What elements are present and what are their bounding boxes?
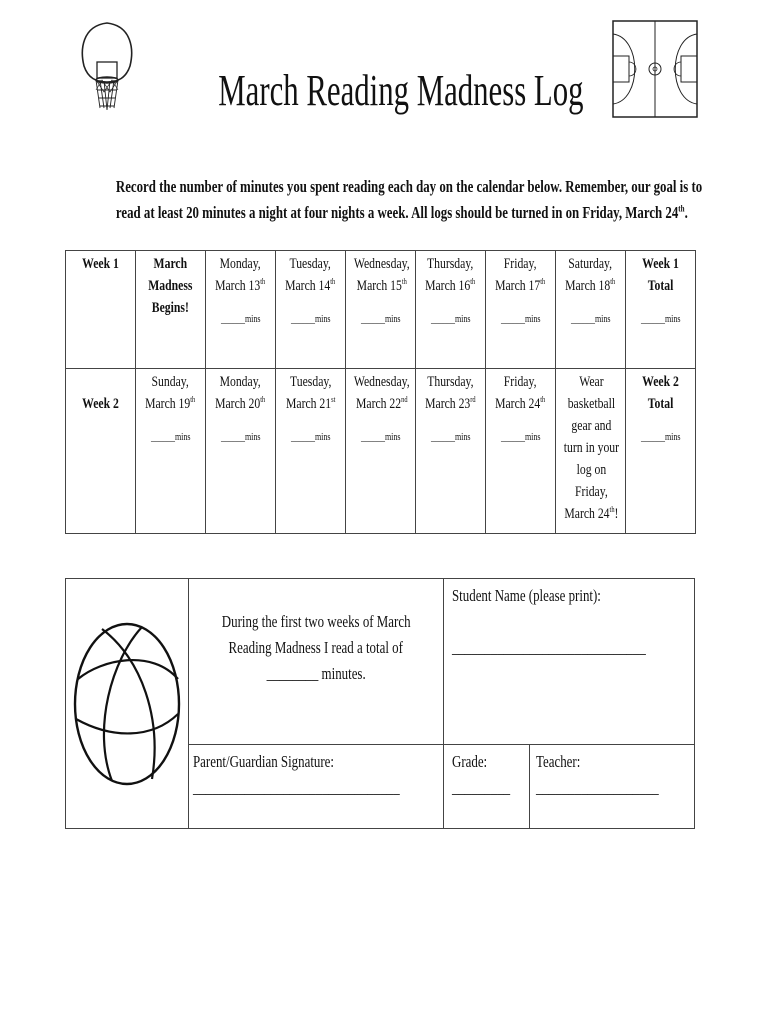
basketball-cell <box>66 579 189 829</box>
minutes-blank[interactable]: ______mins <box>220 432 261 443</box>
minutes-blank[interactable]: ______mins <box>150 432 191 443</box>
minutes-blank[interactable]: ______mins <box>500 432 541 443</box>
week-1-row <box>66 251 696 369</box>
page-title: March Reading Madness Log <box>218 66 584 115</box>
minutes-blank[interactable]: ______mins <box>360 314 401 325</box>
day-cell[interactable]: Thursday, March 23rd ______mins <box>416 369 486 534</box>
student-name-field[interactable]: Student Name (please print): ______________________________ <box>444 579 695 745</box>
day-cell[interactable]: Thursday, March 16th ______mins <box>416 251 486 369</box>
teacher-field[interactable]: Teacher: ___________________ <box>530 745 695 829</box>
minutes-blank[interactable]: ______mins <box>220 314 261 325</box>
parent-signature-field[interactable]: Parent/Guardian Signature: ________________________________ <box>189 745 444 829</box>
grade-field[interactable]: Grade: _________ <box>444 745 530 829</box>
day-cell[interactable]: Wednesday, March 15th ______mins <box>346 251 416 369</box>
week-1-label: Week 1 <box>66 251 136 369</box>
basketball-hoop-icon <box>78 20 136 116</box>
minutes-blank[interactable]: ______mins <box>500 314 541 325</box>
day-cell[interactable]: Tuesday, March 21st ______mins <box>276 369 346 534</box>
day-cell[interactable]: Monday, March 13th ______mins <box>206 251 276 369</box>
day-cell[interactable]: Saturday, March 18th ______mins <box>556 251 626 369</box>
minutes-blank[interactable]: ______mins <box>640 432 681 443</box>
minutes-blank[interactable]: ______mins <box>290 432 331 443</box>
wear-gear-note: Wear basketball gear and turn in your log on Friday, March 24th! <box>556 369 626 534</box>
day-cell[interactable]: Tuesday, March 14th ______mins <box>276 251 346 369</box>
summary-box <box>65 578 694 828</box>
minutes-blank[interactable]: ______mins <box>360 432 401 443</box>
day-cell[interactable]: Sunday, March 19th ______mins <box>136 369 206 534</box>
total-minutes-statement[interactable]: During the first two weeks of March Reading Madness I read a total of ________ minutes. <box>189 579 444 745</box>
basketball-icon <box>72 619 182 789</box>
minutes-blank[interactable]: ______mins <box>430 432 471 443</box>
day-cell[interactable]: Wednesday, March 22nd ______mins <box>346 369 416 534</box>
minutes-blank[interactable]: ______mins <box>290 314 331 325</box>
week-2-label: Week 2 <box>66 369 136 534</box>
week-2-row <box>66 369 696 534</box>
reading-calendar <box>65 250 696 534</box>
week-1-total-cell[interactable]: Week 1 Total ______mins <box>626 251 696 369</box>
day-cell[interactable]: Monday, March 20th ______mins <box>206 369 276 534</box>
madness-begins-cell: March Madness Begins! <box>136 251 206 369</box>
week-2-total-cell[interactable]: Week 2 Total ______mins <box>626 369 696 534</box>
minutes-blank[interactable]: ______mins <box>430 314 471 325</box>
minutes-blank[interactable]: ______mins <box>570 314 611 325</box>
day-cell[interactable]: Friday, March 17th ______mins <box>486 251 556 369</box>
day-cell[interactable]: Friday, March 24th ______mins <box>486 369 556 534</box>
minutes-blank[interactable]: ______mins <box>640 314 681 325</box>
instructions: Record the number of minutes you spent reading each day on the calendar below. Remember, our goal is to read at least 20 minutes a night at four nights a week. All logs should be turned in on Friday, March 24th. <box>115 177 703 222</box>
